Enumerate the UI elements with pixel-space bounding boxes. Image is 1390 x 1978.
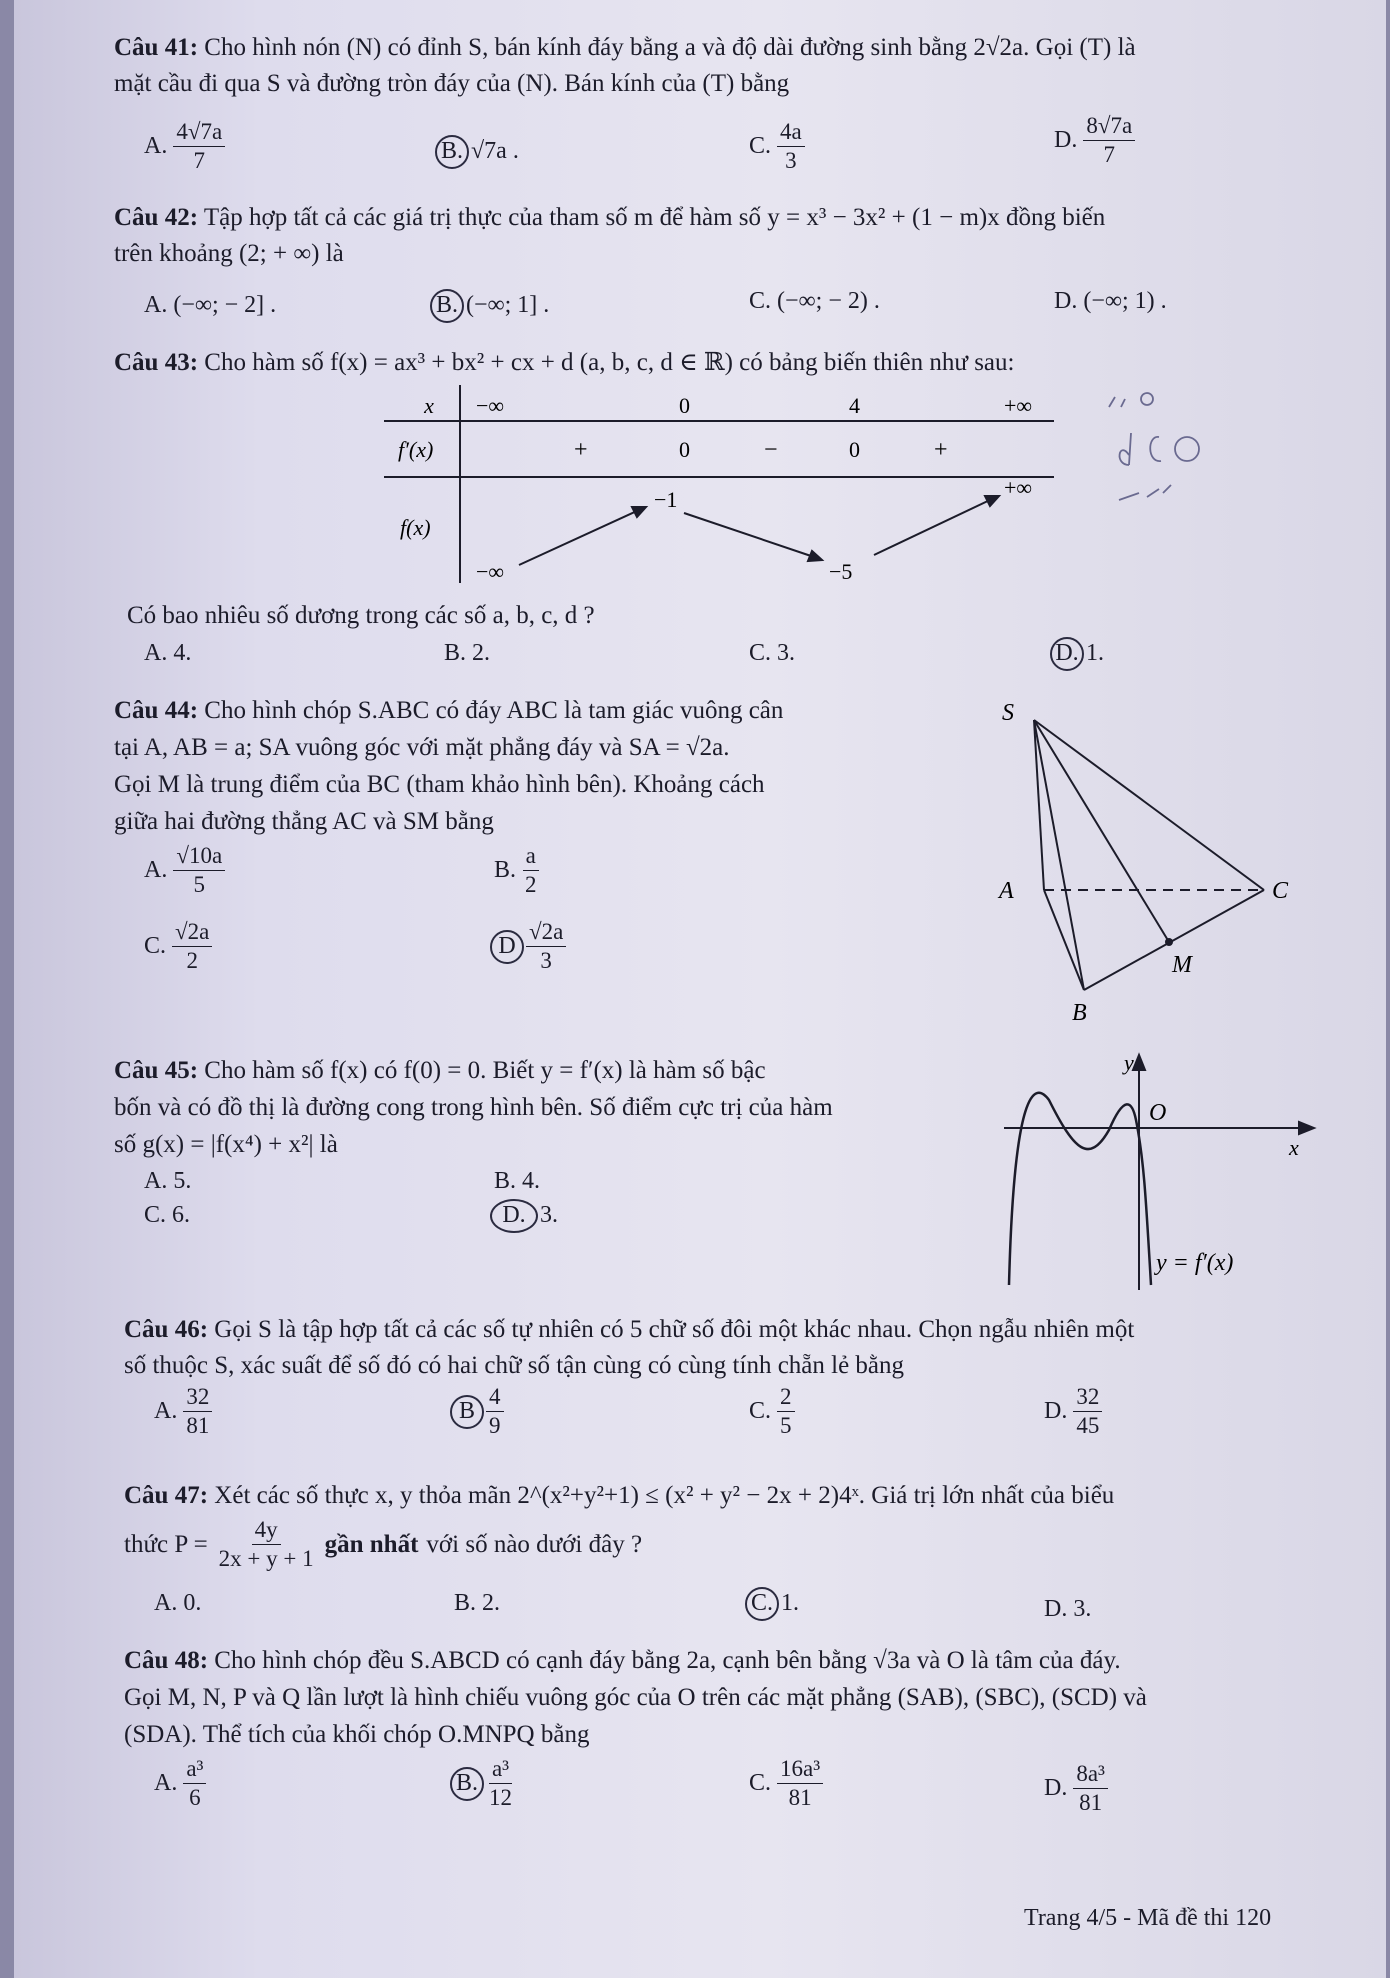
x-val-3: 4 bbox=[849, 393, 860, 418]
question-44: Câu 44: Cho hình chóp S.ABC có đáy ABC là tam giác vuông cân tại A, AB = a; SA vuông góc với mặt phẳng đáy và SA = √2a. Gọi M là trung điểm của BC (tham khảo hình bên). Khoảng cách giữa hai đường thẳng AC và SM bằng bbox=[114, 697, 784, 835]
x-val-4: +∞ bbox=[1004, 393, 1033, 418]
f-val-2: −1 bbox=[654, 487, 678, 512]
derivative-graph bbox=[994, 1050, 1324, 1300]
q46-option-b[interactable]: B $\frac{4}{9}$ bbox=[454, 1383, 504, 1440]
question-42: Câu 42: Tập hợp tất cả các giá trị thực của tham số m để hàm số y = x³ − 3x² + (1 − m)x đồng biến trên khoảng (2; + ∞) là bbox=[114, 204, 1106, 267]
pyramid-figure bbox=[974, 690, 1324, 1030]
label-c: C bbox=[1272, 878, 1289, 904]
q43-option-c[interactable]: C. 3. bbox=[749, 640, 796, 666]
sign-5: + bbox=[934, 437, 948, 463]
q48-option-a[interactable]: A. $\frac{\text{a³}}{6}$ bbox=[154, 1755, 206, 1812]
label-b: B bbox=[1072, 1000, 1087, 1026]
q48-option-b[interactable]: B. $\frac{\text{a³}}{12}$ bbox=[454, 1755, 515, 1812]
q41-option-a[interactable]: A. $\frac{4√7a}{7}$ bbox=[144, 118, 225, 175]
q42-option-d[interactable]: D. (−∞; 1) . bbox=[1054, 288, 1167, 314]
answer-mark: C. bbox=[745, 1587, 779, 1621]
sign-1: + bbox=[574, 437, 588, 463]
q44-option-d[interactable]: D $\frac{√2a}{3}$ bbox=[494, 918, 566, 975]
answer-mark: B. bbox=[430, 289, 464, 323]
label-a: A bbox=[999, 878, 1014, 904]
answer-mark: B bbox=[450, 1395, 484, 1429]
exam-page bbox=[14, 0, 1386, 1978]
answer-mark: B. bbox=[435, 135, 469, 169]
q42-option-b[interactable]: B. (−∞; 1] . bbox=[434, 292, 549, 319]
fp-label: f′(x) bbox=[398, 437, 434, 462]
sign-3: − bbox=[764, 437, 778, 463]
question-41 bbox=[114, 30, 1354, 102]
x-axis-label: x bbox=[1289, 1135, 1299, 1160]
answer-mark: B. bbox=[450, 1767, 484, 1801]
q44-option-c[interactable]: C. $\frac{√2a}{2}$ bbox=[144, 918, 212, 975]
answer-mark: D. bbox=[490, 1199, 538, 1233]
f-label: f(x) bbox=[400, 515, 431, 540]
q44-option-b[interactable]: B. $\frac{a}{2}$ bbox=[494, 842, 540, 899]
q47-option-d[interactable]: D. 3. bbox=[1044, 1596, 1092, 1622]
q43-option-b[interactable]: B. 2. bbox=[444, 640, 491, 666]
q41-text-1: Cho hình nón (N) có đỉnh S, bán kính đáy bằng a và độ dài đường sinh bằng 2√2a. Gọi (T) là bbox=[204, 34, 1136, 61]
page-footer: Trang 4/5 - Mã đề thi 120 bbox=[1024, 1905, 1272, 1931]
f-val-4: +∞ bbox=[1004, 475, 1033, 500]
question-45: Câu 45: Cho hàm số f(x) có f(0) = 0. Biết y = f′(x) là hàm số bậc bốn và có đồ thị là đường cong trong hình bên. Số điểm cực trị của hàm số g(x) = |f(x⁴) + x²| là bbox=[114, 1057, 833, 1158]
q48-option-d[interactable]: D. $\frac{\text{8a³}}{81}$ bbox=[1044, 1760, 1108, 1817]
q41-option-b[interactable]: B. √7a . bbox=[439, 138, 519, 165]
q43-question: Có bao nhiêu số dương trong các số a, b, c, d ? bbox=[127, 602, 595, 629]
q45-option-b[interactable]: B. 4. bbox=[494, 1168, 541, 1194]
question-47: Câu 47: Xét các số thực x, y thỏa mãn 2^(x²+y²+1) ≤ (x² + y² − 2x + 2)4ˣ. Giá trị lớn nhất của biểu bbox=[124, 1482, 1115, 1509]
q41-head: Câu 41: bbox=[114, 34, 199, 61]
answer-mark: D bbox=[490, 930, 524, 964]
q45-option-a[interactable]: A. 5. bbox=[144, 1168, 192, 1194]
q46-option-c[interactable]: C. $\frac{2}{5}$ bbox=[749, 1383, 795, 1440]
q47-option-c[interactable]: C. 1. bbox=[749, 1590, 799, 1617]
x-val-2: 0 bbox=[679, 393, 690, 418]
q42-option-c[interactable]: C. (−∞; − 2) . bbox=[749, 288, 880, 314]
q46-option-d[interactable]: D. $\frac{32}{45}$ bbox=[1044, 1383, 1102, 1440]
q44-option-a[interactable]: A. $\frac{√10a}{5}$ bbox=[144, 842, 225, 899]
q46-option-a[interactable]: A. $\frac{32}{81}$ bbox=[154, 1383, 212, 1440]
q45-option-d[interactable]: D. 3. bbox=[494, 1202, 558, 1229]
q45-option-c[interactable]: C. 6. bbox=[144, 1202, 191, 1228]
curve-label: y = f′(x) bbox=[1156, 1250, 1234, 1276]
q42-option-a[interactable]: A. (−∞; − 2] . bbox=[144, 292, 277, 318]
f-val-3: −5 bbox=[829, 559, 853, 584]
q43-option-a[interactable]: A. 4. bbox=[144, 640, 192, 666]
x-val-1: −∞ bbox=[476, 393, 505, 418]
x-label: x bbox=[424, 393, 434, 418]
q47-option-a[interactable]: A. 0. bbox=[154, 1590, 202, 1616]
q48-option-c[interactable]: C. $\frac{\text{16a³}}{81}$ bbox=[749, 1755, 823, 1812]
origin-label: O bbox=[1149, 1100, 1167, 1126]
q41-option-c[interactable]: C. $\frac{4a}{3}$ bbox=[749, 118, 805, 175]
handwritten-notes bbox=[1099, 385, 1209, 515]
q47-expression: thức P = $\frac{4y}{2x + y + 1}$ gần nhất với số nào dưới đây ? bbox=[124, 1517, 643, 1571]
variation-table bbox=[384, 385, 1064, 585]
question-43: Câu 43: Cho hàm số f(x) = ax³ + bx² + cx + d (a, b, c, d ∈ ℝ) có bảng biến thiên như sau: bbox=[114, 349, 1015, 376]
question-48: Câu 48: Cho hình chóp đều S.ABCD có cạnh đáy bằng 2a, cạnh bên bằng √3a và O là tâm của đáy. Gọi M, N, P và Q lần lượt là hình chiếu vuông góc của O trên các mặt phẳng (SAB), (SBC), (SCD) và (SDA). Thể tích của khối chóp O.MNPQ bằng bbox=[124, 1647, 1147, 1748]
question-46: Câu 46: Gọi S là tập hợp tất cả các số tự nhiên có 5 chữ số đôi một khác nhau. Chọn ngẫu nhiên một số thuộc S, xác suất để số đó có hai chữ số tận cùng có cùng tính chẵn lẻ bằng bbox=[124, 1316, 1135, 1379]
q41-text-2: mặt cầu đi qua S và đường tròn đáy của (N). Bán kính của (T) bằng bbox=[114, 70, 790, 97]
label-m: M bbox=[1172, 952, 1192, 978]
sign-2: 0 bbox=[679, 437, 690, 462]
f-val-1: −∞ bbox=[476, 559, 505, 584]
answer-mark: D. bbox=[1050, 637, 1084, 671]
label-s: S bbox=[1002, 700, 1014, 726]
q47-option-b[interactable]: B. 2. bbox=[454, 1590, 501, 1616]
q43-option-d[interactable]: D. 1. bbox=[1054, 640, 1104, 667]
sign-4: 0 bbox=[849, 437, 860, 462]
q41-option-d[interactable]: D. $\frac{8√7a}{7}$ bbox=[1054, 112, 1135, 169]
y-axis-label: y bbox=[1124, 1050, 1134, 1075]
